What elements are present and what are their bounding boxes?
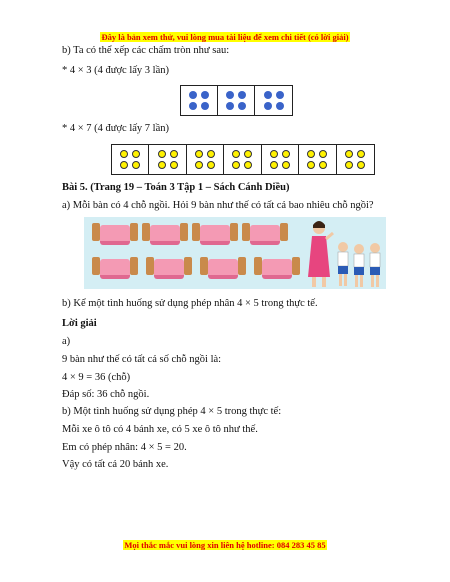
dot	[207, 150, 215, 158]
solution-line: Em có phép nhân: 4 × 5 = 20.	[62, 442, 187, 453]
solution-line: Đáp số: 36 chỗ ngồi.	[62, 389, 150, 400]
dot	[238, 102, 246, 110]
question-b: b) Kể một tình huống sử dụng phép nhân 4 × 5 trong thực tế.	[62, 298, 318, 309]
dot	[319, 161, 327, 169]
dot	[158, 150, 166, 158]
dot-group	[255, 86, 292, 115]
dot	[345, 150, 353, 158]
dot	[120, 161, 128, 169]
dot	[244, 161, 252, 169]
example-4x3-label: * 4 × 3 (4 được lấy 3 lần)	[62, 65, 169, 76]
solution-line: 4 × 9 = 36 (chỗ)	[62, 372, 131, 383]
dot	[232, 161, 240, 169]
dot-group	[187, 145, 224, 174]
preview-banner: Đây là bản xem thử, vui lòng mua tài liệu để xem chi tiết (có lời giải)	[101, 32, 349, 42]
dot-group	[149, 145, 186, 174]
question-a: a) Mỗi bàn có 4 chỗ ngồi. Hỏi 9 bàn như thế có tất cả bao nhiêu chỗ ngồi?	[62, 200, 374, 211]
dot	[201, 91, 209, 99]
dot	[357, 150, 365, 158]
dot	[189, 102, 197, 110]
example-4x7-label: * 4 × 7 (4 được lấy 7 lần)	[62, 123, 169, 134]
dot	[270, 150, 278, 158]
dot-group	[224, 145, 261, 174]
dot-group	[299, 145, 336, 174]
bai5-title: Bài 5. (Trang 19 – Toán 3 Tập 1 – Sách Cánh Diều)	[62, 182, 290, 193]
dot	[270, 161, 278, 169]
classroom-illustration	[84, 217, 386, 289]
dot	[132, 161, 140, 169]
dot-group	[112, 145, 149, 174]
dot	[170, 150, 178, 158]
dot	[226, 91, 234, 99]
dot	[170, 161, 178, 169]
dot	[226, 102, 234, 110]
dot-grid-4x7	[111, 144, 375, 175]
dot	[238, 91, 246, 99]
dot-group	[337, 145, 374, 174]
dot	[307, 161, 315, 169]
dot	[282, 161, 290, 169]
dot	[264, 91, 272, 99]
solution-line: Vậy có tất cả 20 bánh xe.	[62, 459, 169, 470]
dot	[244, 150, 252, 158]
dot	[319, 150, 327, 158]
dot	[276, 91, 284, 99]
dot-group	[181, 86, 218, 115]
hotline-banner: Mọi thắc mắc vui lòng xin liên hệ hotline: 084 283 45 85	[124, 540, 326, 550]
dot	[282, 150, 290, 158]
dot	[195, 161, 203, 169]
dot	[189, 91, 197, 99]
dot	[207, 161, 215, 169]
dot	[276, 102, 284, 110]
dot-grid-4x3	[180, 85, 293, 116]
dot	[264, 102, 272, 110]
solution-line: a)	[62, 336, 71, 347]
dot	[357, 161, 365, 169]
dot-group	[262, 145, 299, 174]
dot	[132, 150, 140, 158]
dot	[345, 161, 353, 169]
dot	[232, 150, 240, 158]
dot	[158, 161, 166, 169]
dot	[307, 150, 315, 158]
dot	[201, 102, 209, 110]
solution-line: 9 bàn như thế có tất cả số chỗ ngồi là:	[62, 354, 222, 365]
dot-group	[218, 86, 255, 115]
solution-line: Mỗi xe ô tô có 4 bánh xe, có 5 xe ô tô như thế.	[62, 424, 258, 435]
dot	[195, 150, 203, 158]
solution-line: b) Một tình huống sử dụng phép 4 × 5 trong thực tế:	[62, 406, 282, 417]
part-b-intro: b) Ta có thể xếp các chấm tròn như sau:	[62, 45, 230, 56]
dot	[120, 150, 128, 158]
solution-title: Lời giải	[62, 318, 97, 329]
